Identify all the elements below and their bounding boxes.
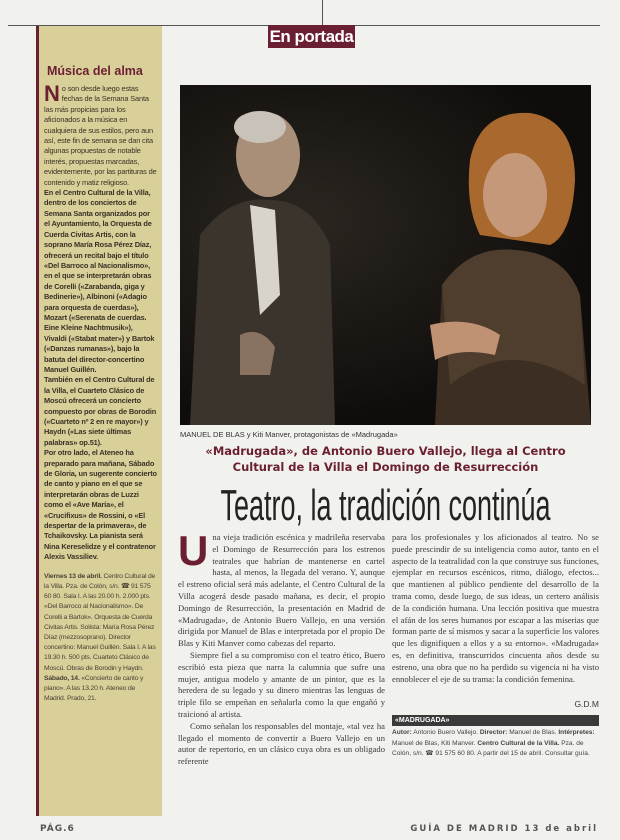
info-text: Centro Cultural de la Villa. Pza. de Colón, s/n. ☎ 91 575 60 80. Sala I. A las 20.00 h. 2.000 pts. «Del Barroco al Nacionalismo». De Corelli a Bartok». Orquesta de Cuerda Civitas Artis. Solista: María Rosa Pérez Díaz (mezzosoprano). Director concertino: Manuel Guillén. Sala I. A las 19.30 h. 500 pts. Cuarteto Clásico de Moscú. Obras de Borodin y Haydn. xyxy=(44,572,156,672)
article-photo xyxy=(180,85,591,425)
article-paragraph: Siempre fiel a su compromiso con el teatro ético, Buero escribió esta pieza que narra la calumnia que sufre una mujer, antigua modelo y amante de un pintor, que es la heredera de su legado y su dinero mientras las lenguas de triple filo se empeñan en señalarla como la que engañó y traicionó al artista. xyxy=(178,649,385,719)
info-text: «Concierto de canto y piano». A las 13.20 h. Ateneo de Madrid. Prado, 21. xyxy=(44,674,144,703)
article-column-1 xyxy=(178,527,385,768)
info-day: Viernes 13 de abril. xyxy=(44,572,102,580)
drop-cap: U xyxy=(178,527,209,574)
top-divider xyxy=(322,0,323,25)
credit-value: Manuel de Blas, Kiti Manver. xyxy=(392,739,476,747)
credits-title: «MADRUGADA» xyxy=(392,715,599,726)
headline-text: Teatro, la tradición continúa xyxy=(220,481,551,528)
page-number: PÁG.6 xyxy=(40,824,75,834)
credit-label: Centro Cultural de la Villa. xyxy=(477,739,560,747)
author-signature: G.D.M xyxy=(574,699,599,710)
sidebar-title: Música del alma xyxy=(47,64,143,78)
info-item xyxy=(44,572,157,674)
sidebar-info xyxy=(44,572,157,705)
article-paragraph: Como señalan los responsables del montaje, «tal vez ha llegado el momento de convertir a Buero Vallejo en un autor de repertorio, en un clásico cuya obra es un obligado referente xyxy=(178,720,385,767)
sidebar-paragraph: Por otro lado, el Ateneo ha preparado para mañana, Sábado de Gloria, un sugerente concierto de canto y piano en el que se interpretarán obras de Luzzi como el «Ave María», el «Crucifixus» de Rossini, o «El despertar de la primavera», de Tchaikovsky. La pianista será Nina Kereselidze y el contratenor Alexis Vassiliev. xyxy=(44,448,157,562)
sidebar-text: o son desde luego estas fechas de la Semana Santa las más propicias para los aficionados a la música en cualquiera de sus estilos, pero aun así, este fin de semana se dan cita algunas propuestas de notable interés, propuestas marcadas, evidentemente, por las partituras de contenido y matiz religioso. xyxy=(44,84,157,187)
credits-box xyxy=(392,726,599,760)
sidebar-paragraph xyxy=(44,81,157,188)
article-headline xyxy=(180,478,591,528)
info-day: Sábado, 14. xyxy=(44,674,80,682)
credit-label: Autor: xyxy=(392,729,412,737)
credit-label: Director: xyxy=(479,729,508,737)
photo-caption: MANUEL DE BLAS y Kiti Manver, protagonistas de «Madrugada» xyxy=(180,430,398,439)
article-column-2 xyxy=(392,532,599,760)
article-paragraph: para los profesionales y los aficionados al teatro. No se puede prescindir de su inteligencia como autor, tanto en el aspecto de la teatralidad con la que construye sus funciones, ejemplar en recursos escénicos, ritmo, diálogo, efectos... que mantienen al público pendiente del desarrollo de la trama como, desde luego, de sus ideas, un certero análisis de la condición humana. Una lección positiva que muestra el afán de los seres humanos por escapar a las miserias que forman parte de sí mismos y sacar a la superficie los valores que les dignifiquen a ellos y a su entorno». «Madrugada» es, en definitiva, transcurridos cincuenta años desde su estreno, una obra que no ha perdido su vigencia ni ha visto ennoblecer el eje de su trama: la condición femenina. xyxy=(392,532,599,684)
credit-value: Manuel de Blas. xyxy=(509,729,557,737)
credit-label: Intérpretes: xyxy=(558,729,595,737)
sidebar-box xyxy=(36,26,162,816)
credit-value: Pza. de Colón, s/n. ☎ 91 575 60 80. A partir del 15 de abril. Consultar guía. xyxy=(392,739,590,758)
credit-value: Antonio Buero Vallejo. xyxy=(413,729,479,737)
publication-footer: GUÍA DE MADRID 13 de abril xyxy=(410,824,598,834)
article-subtitle: «Madrugada», de Antonio Buero Vallejo, llega al Centro Cultural de la Villa el Domingo de Resurrección xyxy=(205,444,566,474)
section-tag: En portada xyxy=(269,27,354,46)
drop-cap: N xyxy=(44,81,60,106)
article-paragraph xyxy=(178,527,385,650)
paragraph-text: na vieja tradición escénica y madrileña reservaba el Domingo de Resurrección para los estrenos teatrales que habrían de mantenerse en cartel hasta, al menos, la llegada del verano. Y, aunque el estreno oficial será más adelante, el Centro Cultural de la Villa acogerá desde pasado mañana, es decir, el propio Domingo de Resurrección, la presentación en Madrid de «Madrugada», de Antonio Buero Vallejo, en una versión dirigida por Manuel de Blas e interpretada por el propio De Blas y Kiti Manver como cabezas del reparto. xyxy=(178,532,385,649)
sidebar-paragraph: En el Centro Cultural de la Villa, dentro de los conciertos de Semana Santa organizados por el Ayuntamiento, la Orquesta de Cuerda Civitas Artis, con la soprano María Rosa Pérez Díaz, ofrecerá un recital bajo el título «Del Barroco al Nacionalismo», en el que se interpretarán obras de Corelli («Zarabanda, giga y Bedinerie»), Albinoni («Adagio para orquesta de cuerdas»), Mozart («Serenata de cuerdas. Eine Kleine Nachtmusik»), Vivaldi («Stabat mater») y Bartok («Danzas rumanas»), bajo la batuta del director-concertino Manuel Guillén. xyxy=(44,188,155,374)
sidebar-paragraph: También en el Centro Cultural de la Villa, el Cuarteto Clásico de Moscú ofrecerá un concierto compuesto por obras de Borodin («Cuarteto nº 2 en re mayor») y Haydn («Las siete últimas palabras» op.51). xyxy=(44,375,157,447)
info-item xyxy=(44,674,157,705)
